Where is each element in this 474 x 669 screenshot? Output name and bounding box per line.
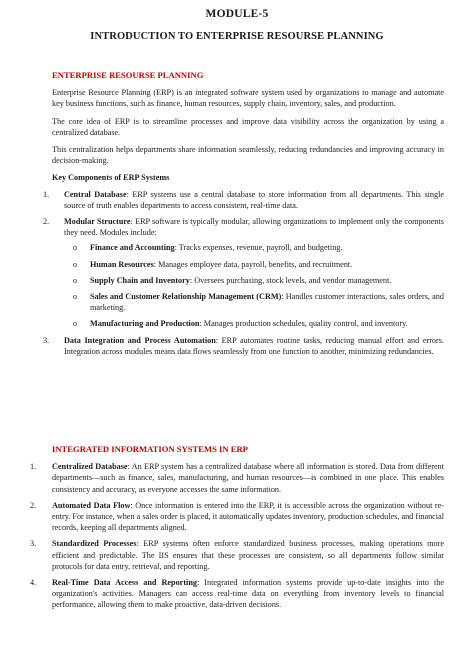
iis-list bbox=[30, 461, 445, 610]
item-term: Supply Chain and Inventory bbox=[90, 275, 190, 285]
list-item bbox=[30, 577, 444, 611]
module-label: MODULE-5 bbox=[205, 8, 269, 20]
item-term: Human Resources bbox=[90, 259, 154, 269]
section-iis bbox=[30, 444, 445, 616]
sub-list-item bbox=[64, 291, 444, 313]
paragraph: The core idea of ERP is to streamline processes and improve data visibility across the organization by using a centralized database. bbox=[52, 116, 444, 137]
bullet-icon: o bbox=[73, 275, 77, 285]
item-text: : Manages employee data, payroll, benefits, and recruitment. bbox=[153, 259, 353, 269]
item-term: Central Database bbox=[64, 189, 127, 199]
item-text: : Handles customer interactions, sales orders, and marketing. bbox=[90, 292, 444, 313]
paragraph: This centralization helps departments share information seamlessly, reducing redundancies and improving accuracy in decision-making. bbox=[52, 145, 444, 166]
sub-list-item bbox=[64, 259, 444, 270]
list-item bbox=[43, 189, 445, 211]
bullet-icon: o bbox=[73, 243, 77, 253]
item-term: Sales and Customer Relationship Management (CRM) bbox=[90, 292, 282, 302]
item-term: Standardized Processes bbox=[52, 539, 137, 549]
item-number: 4. bbox=[30, 578, 37, 588]
components-list bbox=[43, 189, 445, 357]
item-number: 1. bbox=[30, 462, 37, 472]
bullet-icon: o bbox=[73, 319, 77, 329]
item-term: Manufacturing and Production bbox=[90, 319, 200, 329]
item-text: : Integrated information systems provide up-to-date insights into the organization's activities. Managers can access real-time data on everything from inventory levels to financial performance, allowing them to make proactive, data-driven decisions. bbox=[52, 578, 444, 610]
item-term: Modular Structure bbox=[64, 217, 131, 227]
modules-list bbox=[64, 242, 444, 329]
item-text: : Manages production schedules, quality control, and inventory. bbox=[199, 319, 408, 329]
item-text: : Tracks expenses, revenue, payroll, and budgeting. bbox=[174, 243, 343, 253]
list-item bbox=[43, 216, 444, 330]
item-number: 1. bbox=[43, 189, 50, 199]
item-text: : ERP automates routine tasks, reducing manual effort and errors. Integration across modules means data flows seamlessly from one function to another, minimizing redundancies. bbox=[64, 335, 444, 356]
section-heading: ENTERPRISE RESOURSE PLANNING bbox=[52, 70, 204, 80]
item-number: 2. bbox=[43, 217, 50, 227]
bullet-icon: o bbox=[73, 292, 77, 302]
item-number: 2. bbox=[30, 500, 37, 510]
list-item bbox=[30, 500, 444, 534]
list-item bbox=[30, 538, 445, 572]
page-title: INTRODUCTION TO ENTERPRISE RESOURSE PLANNING bbox=[90, 31, 384, 42]
item-text: : ERP systems often enforce standardized business processes, making operations more efficient and predictable. The IIS ensures that these processes are consistent, so all departments follow similar protocols for data entry, retrieval, and reporting. bbox=[52, 539, 445, 571]
bullet-icon: o bbox=[73, 259, 77, 269]
item-text: : ERP software is typically modular, allowing organizations to implement only the components they need. Modules include: bbox=[64, 217, 444, 238]
section-heading: INTEGRATED INFORMATION SYSTEMS IN ERP bbox=[52, 444, 248, 454]
list-item bbox=[43, 335, 444, 357]
item-text: : An ERP system has a centralized database where all information is stored. Data from different departments—such as finance, sales, manufacturing, and human resources—is combined in one place. This enables consistency and accuracy, as everyone accesses the same information. bbox=[52, 462, 444, 494]
sub-list-item bbox=[64, 318, 444, 329]
item-term: Real-Time Data Access and Reporting bbox=[52, 578, 197, 588]
item-term: Data Integration and Process Automation bbox=[64, 335, 216, 345]
sub-list-item bbox=[64, 242, 444, 253]
list-item bbox=[30, 461, 444, 495]
sub-list-item bbox=[64, 275, 444, 286]
subsection-title: Key Components of ERP Systems bbox=[52, 173, 170, 183]
section-erp bbox=[43, 70, 445, 362]
paragraph: Enterprise Resource Planning (ERP) is an integrated software system used by organizations to manage and automate key business functions, such as finance, human resources, supply chain, inventory, sales, and production. bbox=[52, 88, 444, 109]
item-term: Finance and Accounting bbox=[90, 243, 175, 253]
item-text: : ERP systems use a central database to store information from all departments. This single source of truth enables departments to access consistent, real-time data. bbox=[64, 189, 445, 210]
item-term: Centralized Database bbox=[52, 462, 128, 472]
item-text: : Once information is entered into the ERP, it is accessible across the organization without re-entry. For instance, when a sales order is placed, it automatically updates inventory, production schedules, and financial records, keeping all departments aligned. bbox=[52, 500, 444, 533]
item-number: 3. bbox=[43, 335, 50, 345]
item-term: Automated Data Flow bbox=[52, 500, 131, 510]
item-text: : Oversees purchasing, stock levels, and vendor management. bbox=[189, 275, 392, 285]
item-number: 3. bbox=[30, 539, 37, 549]
